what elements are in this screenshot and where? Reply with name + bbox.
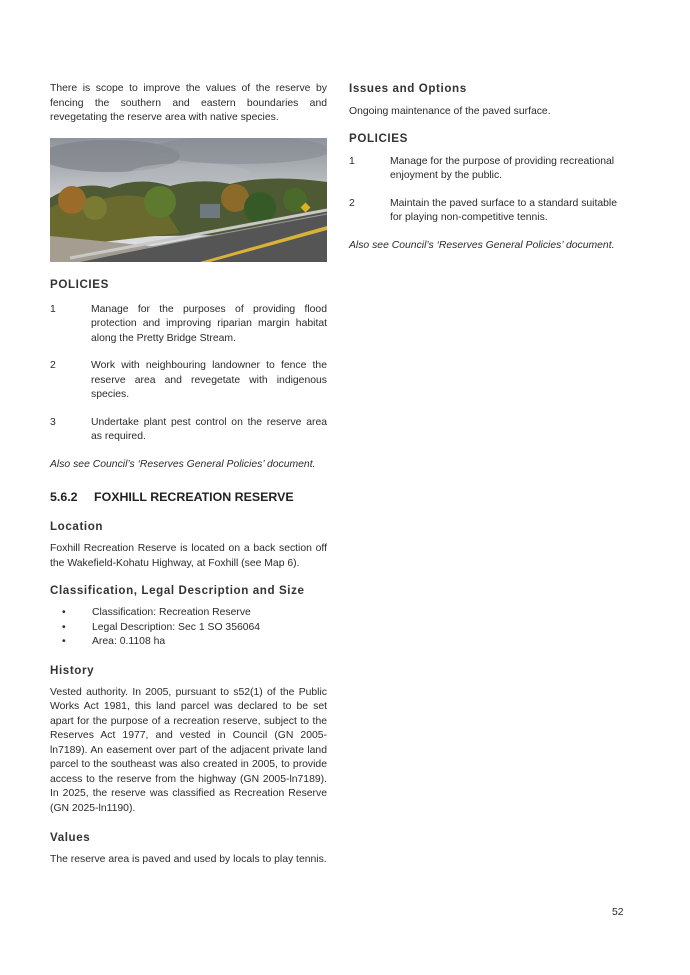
values-heading: Values: [50, 831, 91, 844]
issues-heading: Issues and Options: [349, 82, 467, 95]
location-heading: Location: [50, 520, 104, 533]
section-number: 5.6.2: [50, 490, 78, 504]
left-column: [50, 82, 327, 868]
right-column: [349, 82, 627, 253]
intro-paragraph: There is scope to improve the values of the reserve by fencing the southern and eastern boundaries and revegetating the reserve area with native species.: [50, 83, 327, 123]
values-paragraph: The reserve area is paved and used by locals to play tennis.: [50, 854, 327, 865]
also-see-note: Also see Council’s ‘Reserves General Policies’ document.: [349, 239, 615, 251]
policy-item: 2 Maintain the paved surface to a standard suitable for playing non-competitive tennis.: [349, 197, 618, 223]
policy-item: 3 Undertake plant pest control on the reserve area as required.: [50, 416, 327, 442]
policies-heading: POLICIES: [50, 277, 109, 291]
policies-heading: POLICIES: [349, 131, 408, 145]
location-paragraph: Foxhill Recreation Reserve is located on a back section off the Wakefield-Kohatu Highway, at Foxhill (see Map 6).: [50, 543, 327, 569]
policy-item: 1 Manage for the purpose of providing recreational enjoyment by the public.: [349, 155, 615, 181]
list-item: • Area: 0.1108 ha: [62, 636, 166, 647]
list-item: • Classification: Recreation Reserve: [62, 607, 251, 618]
section-heading: [50, 490, 327, 504]
policy-item: 2 Work with neighbouring landowner to fence the reserve area and revegetate with indigenous species.: [50, 360, 327, 400]
history-heading: History: [50, 663, 95, 677]
policy-item: 1 Manage for the purposes of providing flood protection and improving riparian margin habitat along the Pretty Bridge Stream.: [50, 303, 327, 344]
list-item: • Legal Description: Sec 1 SO 356064: [62, 621, 261, 633]
classification-heading: Classification, Legal Description and Size: [50, 584, 305, 597]
section-title: FOXHILL RECREATION RESERVE: [94, 490, 294, 504]
issues-paragraph: Ongoing maintenance of the paved surface.: [349, 106, 551, 117]
history-paragraph: Vested authority. In 2005, pursuant to s52(1) of the Public Works Act 1981, this land parcel was declared to be set apart for the purpose of a recreation reserve, subject to the Reserves Act 1977, and vested in Council (GN 2005-ln7189). An easement over part of the adjacent private land parcel to the southeast was also created in 2005, to provide access to the reserve from the highway (GN 2005-ln7189). In 2025, the reserve was classified as Recreation Reserve (GN 2025-ln1190).: [50, 686, 327, 814]
classification-list: [50, 606, 327, 650]
also-see-note: Also see Council’s ‘Reserves General Policies’ document.: [50, 458, 316, 470]
page-number: 52: [612, 907, 624, 918]
reserve-photo: [50, 138, 327, 262]
